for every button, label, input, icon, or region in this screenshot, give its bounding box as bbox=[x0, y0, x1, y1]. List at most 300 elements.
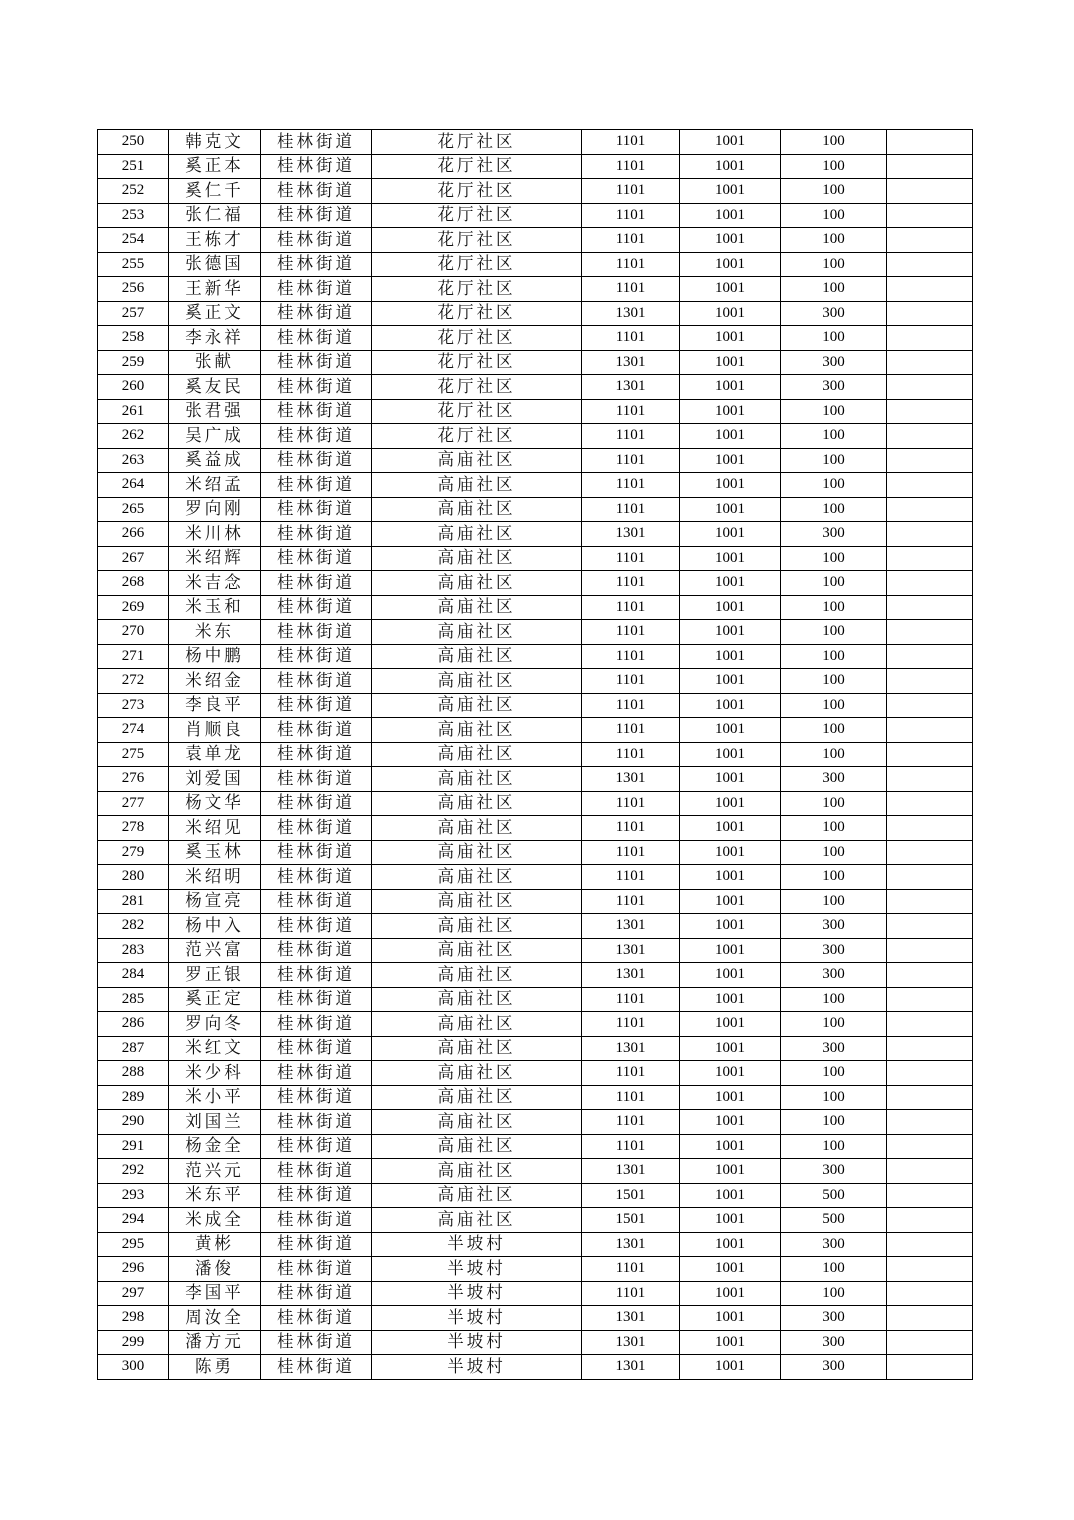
person-name-cell bbox=[169, 399, 261, 424]
community-cell bbox=[372, 326, 582, 351]
street-cell bbox=[261, 644, 372, 669]
category-code-cell: 1101 bbox=[582, 546, 680, 571]
street-cell bbox=[261, 865, 372, 890]
street-cell-text: 桂林街道 bbox=[277, 1159, 355, 1180]
category-code-cell: 1101 bbox=[582, 497, 680, 522]
reference-code-cell: 1001 bbox=[680, 1159, 781, 1184]
category-code-cell: 1301 bbox=[582, 301, 680, 326]
community-cell bbox=[372, 1085, 582, 1110]
row-number-cell: 263 bbox=[98, 448, 169, 473]
table-row bbox=[98, 914, 973, 939]
person-name-cell bbox=[169, 228, 261, 253]
reference-code-cell: 1001 bbox=[680, 595, 781, 620]
table-row bbox=[98, 1355, 973, 1380]
person-name-cell-text: 张君强 bbox=[185, 400, 244, 421]
table-row bbox=[98, 1208, 973, 1233]
community-cell-text: 高庙社区 bbox=[437, 1012, 516, 1033]
row-number-cell: 250 bbox=[98, 130, 169, 155]
table-row bbox=[98, 1183, 973, 1208]
table-row bbox=[98, 1036, 973, 1061]
street-cell-text: 桂林街道 bbox=[277, 1110, 355, 1131]
community-cell-text: 花厅社区 bbox=[437, 375, 516, 396]
person-name-cell-text: 潘方元 bbox=[185, 1331, 244, 1352]
street-cell-text: 桂林街道 bbox=[277, 1257, 355, 1278]
row-number-cell: 296 bbox=[98, 1257, 169, 1282]
person-name-cell bbox=[169, 816, 261, 841]
street-cell bbox=[261, 1159, 372, 1184]
street-cell bbox=[261, 742, 372, 767]
reference-code-cell: 1001 bbox=[680, 154, 781, 179]
category-code-cell: 1501 bbox=[582, 1208, 680, 1233]
amount-cell: 300 bbox=[781, 1232, 887, 1257]
community-cell-text: 花厅社区 bbox=[437, 253, 516, 274]
amount-cell: 300 bbox=[781, 1159, 887, 1184]
person-name-cell bbox=[169, 1085, 261, 1110]
person-name-cell bbox=[169, 914, 261, 939]
person-name-cell-text: 杨金全 bbox=[185, 1135, 244, 1156]
remark-cell bbox=[887, 571, 973, 596]
row-number-cell: 274 bbox=[98, 718, 169, 743]
row-number-cell: 277 bbox=[98, 791, 169, 816]
amount-cell: 100 bbox=[781, 644, 887, 669]
community-cell bbox=[372, 1061, 582, 1086]
row-number-cell: 276 bbox=[98, 767, 169, 792]
remark-cell bbox=[887, 816, 973, 841]
row-number-cell: 253 bbox=[98, 203, 169, 228]
table-row bbox=[98, 497, 973, 522]
remark-cell bbox=[887, 644, 973, 669]
person-name-cell bbox=[169, 1159, 261, 1184]
amount-cell: 300 bbox=[781, 767, 887, 792]
category-code-cell: 1101 bbox=[582, 693, 680, 718]
street-cell-text: 桂林街道 bbox=[277, 963, 355, 984]
street-cell bbox=[261, 1061, 372, 1086]
community-cell-text: 高庙社区 bbox=[437, 816, 516, 837]
reference-code-cell: 1001 bbox=[680, 326, 781, 351]
table-row bbox=[98, 1134, 973, 1159]
street-cell-text: 桂林街道 bbox=[277, 1233, 355, 1254]
reference-code-cell: 1001 bbox=[680, 350, 781, 375]
category-code-cell: 1101 bbox=[582, 252, 680, 277]
person-name-cell-text: 米玉和 bbox=[185, 596, 244, 617]
community-cell bbox=[372, 1110, 582, 1135]
table-row bbox=[98, 791, 973, 816]
person-name-cell bbox=[169, 987, 261, 1012]
street-cell-text: 桂林街道 bbox=[277, 204, 355, 225]
person-name-cell bbox=[169, 179, 261, 204]
street-cell-text: 桂林街道 bbox=[277, 767, 355, 788]
reference-code-cell: 1001 bbox=[680, 1281, 781, 1306]
row-number-cell: 293 bbox=[98, 1183, 169, 1208]
reference-code-cell: 1001 bbox=[680, 571, 781, 596]
community-cell-text: 高庙社区 bbox=[437, 914, 516, 935]
community-cell bbox=[372, 546, 582, 571]
street-cell-text: 桂林街道 bbox=[277, 1135, 355, 1156]
reference-code-cell: 1001 bbox=[680, 228, 781, 253]
community-cell bbox=[372, 644, 582, 669]
category-code-cell: 1101 bbox=[582, 1257, 680, 1282]
amount-cell: 100 bbox=[781, 424, 887, 449]
amount-cell: 500 bbox=[781, 1208, 887, 1233]
person-name-cell bbox=[169, 742, 261, 767]
person-name-cell bbox=[169, 277, 261, 302]
row-number-cell: 289 bbox=[98, 1085, 169, 1110]
reference-code-cell: 1001 bbox=[680, 424, 781, 449]
remark-cell bbox=[887, 1232, 973, 1257]
category-code-cell: 1101 bbox=[582, 154, 680, 179]
person-name-cell-text: 奚仁千 bbox=[185, 179, 244, 200]
street-cell-text: 桂林街道 bbox=[277, 424, 355, 445]
category-code-cell: 1301 bbox=[582, 522, 680, 547]
row-number-cell: 268 bbox=[98, 571, 169, 596]
remark-cell bbox=[887, 1110, 973, 1135]
person-name-cell-text: 米东 bbox=[195, 620, 234, 641]
community-cell bbox=[372, 1134, 582, 1159]
community-cell-text: 花厅社区 bbox=[437, 228, 516, 249]
person-name-cell-text: 奚友民 bbox=[185, 375, 244, 396]
reference-code-cell: 1001 bbox=[680, 1134, 781, 1159]
reference-code-cell: 1001 bbox=[680, 840, 781, 865]
community-cell-text: 高庙社区 bbox=[437, 841, 516, 862]
person-name-cell bbox=[169, 350, 261, 375]
row-number-cell: 288 bbox=[98, 1061, 169, 1086]
person-name-cell-text: 袁单龙 bbox=[185, 743, 244, 764]
street-cell-text: 桂林街道 bbox=[277, 253, 355, 274]
category-code-cell: 1301 bbox=[582, 1355, 680, 1380]
category-code-cell: 1101 bbox=[582, 571, 680, 596]
amount-cell: 100 bbox=[781, 1012, 887, 1037]
street-cell bbox=[261, 130, 372, 155]
category-code-cell: 1101 bbox=[582, 987, 680, 1012]
row-number-cell: 285 bbox=[98, 987, 169, 1012]
row-number-cell: 286 bbox=[98, 1012, 169, 1037]
community-cell bbox=[372, 522, 582, 547]
street-cell bbox=[261, 889, 372, 914]
category-code-cell: 1301 bbox=[582, 1306, 680, 1331]
community-cell bbox=[372, 938, 582, 963]
street-cell bbox=[261, 718, 372, 743]
category-code-cell: 1301 bbox=[582, 375, 680, 400]
table-row bbox=[98, 179, 973, 204]
community-cell-text: 高庙社区 bbox=[437, 620, 516, 641]
category-code-cell: 1101 bbox=[582, 1281, 680, 1306]
person-name-cell-text: 米小平 bbox=[185, 1086, 244, 1107]
remark-cell bbox=[887, 522, 973, 547]
reference-code-cell: 1001 bbox=[680, 865, 781, 890]
category-code-cell: 1101 bbox=[582, 277, 680, 302]
street-cell bbox=[261, 1036, 372, 1061]
community-cell-text: 高庙社区 bbox=[437, 890, 516, 911]
amount-cell: 100 bbox=[781, 791, 887, 816]
category-code-cell: 1301 bbox=[582, 1159, 680, 1184]
person-name-cell-text: 刘爱国 bbox=[185, 767, 244, 788]
community-cell bbox=[372, 1355, 582, 1380]
community-cell-text: 半坡村 bbox=[447, 1355, 506, 1376]
street-cell bbox=[261, 1134, 372, 1159]
street-cell-text: 桂林街道 bbox=[277, 596, 355, 617]
row-number-cell: 298 bbox=[98, 1306, 169, 1331]
community-cell-text: 高庙社区 bbox=[437, 596, 516, 617]
person-name-cell-text: 罗正银 bbox=[185, 963, 244, 984]
remark-cell bbox=[887, 987, 973, 1012]
street-cell-text: 桂林街道 bbox=[277, 228, 355, 249]
person-name-cell-text: 米绍孟 bbox=[185, 473, 244, 494]
remark-cell bbox=[887, 228, 973, 253]
community-cell-text: 花厅社区 bbox=[437, 400, 516, 421]
person-name-cell-text: 米绍明 bbox=[185, 865, 244, 886]
row-number-cell: 275 bbox=[98, 742, 169, 767]
category-code-cell: 1101 bbox=[582, 791, 680, 816]
reference-code-cell: 1001 bbox=[680, 816, 781, 841]
person-name-cell-text: 罗向刚 bbox=[185, 498, 244, 519]
person-name-cell-text: 李良平 bbox=[185, 694, 244, 715]
reference-code-cell: 1001 bbox=[680, 1355, 781, 1380]
community-cell-text: 高庙社区 bbox=[437, 1110, 516, 1131]
community-cell bbox=[372, 816, 582, 841]
person-name-cell bbox=[169, 1306, 261, 1331]
community-cell bbox=[372, 1012, 582, 1037]
amount-cell: 100 bbox=[781, 179, 887, 204]
community-cell-text: 花厅社区 bbox=[437, 155, 516, 176]
community-cell-text: 高庙社区 bbox=[437, 473, 516, 494]
person-name-cell-text: 陈勇 bbox=[195, 1355, 234, 1376]
person-name-cell-text: 罗向冬 bbox=[185, 1012, 244, 1033]
person-name-cell-text: 王新华 bbox=[185, 277, 244, 298]
street-cell-text: 桂林街道 bbox=[277, 326, 355, 347]
table-row bbox=[98, 1281, 973, 1306]
community-cell bbox=[372, 1257, 582, 1282]
remark-cell bbox=[887, 620, 973, 645]
community-cell bbox=[372, 571, 582, 596]
street-cell bbox=[261, 326, 372, 351]
remark-cell bbox=[887, 179, 973, 204]
row-number-cell: 295 bbox=[98, 1232, 169, 1257]
remark-cell bbox=[887, 963, 973, 988]
community-cell bbox=[372, 767, 582, 792]
row-number-cell: 269 bbox=[98, 595, 169, 620]
person-name-cell-text: 米吉念 bbox=[185, 571, 244, 592]
table-row bbox=[98, 1159, 973, 1184]
street-cell-text: 桂林街道 bbox=[277, 498, 355, 519]
street-cell bbox=[261, 938, 372, 963]
amount-cell: 300 bbox=[781, 938, 887, 963]
reference-code-cell: 1001 bbox=[680, 399, 781, 424]
remark-cell bbox=[887, 1012, 973, 1037]
person-name-cell-text: 韩克文 bbox=[185, 130, 244, 151]
community-cell-text: 花厅社区 bbox=[437, 130, 516, 151]
community-cell-text: 花厅社区 bbox=[437, 326, 516, 347]
remark-cell bbox=[887, 938, 973, 963]
person-name-cell-text: 米川林 bbox=[185, 522, 244, 543]
community-cell bbox=[372, 203, 582, 228]
street-cell-text: 桂林街道 bbox=[277, 473, 355, 494]
remark-cell bbox=[887, 1134, 973, 1159]
street-cell bbox=[261, 791, 372, 816]
amount-cell: 100 bbox=[781, 889, 887, 914]
category-code-cell: 1101 bbox=[582, 228, 680, 253]
community-cell-text: 高庙社区 bbox=[437, 547, 516, 568]
remark-cell bbox=[887, 1183, 973, 1208]
category-code-cell: 1101 bbox=[582, 179, 680, 204]
community-cell bbox=[372, 914, 582, 939]
row-number-cell: 261 bbox=[98, 399, 169, 424]
reference-code-cell: 1001 bbox=[680, 1208, 781, 1233]
category-code-cell: 1101 bbox=[582, 620, 680, 645]
community-cell bbox=[372, 718, 582, 743]
street-cell-text: 桂林街道 bbox=[277, 914, 355, 935]
street-cell bbox=[261, 963, 372, 988]
person-name-cell-text: 范兴富 bbox=[185, 939, 244, 960]
amount-cell: 100 bbox=[781, 620, 887, 645]
reference-code-cell: 1001 bbox=[680, 497, 781, 522]
person-name-cell bbox=[169, 1012, 261, 1037]
street-cell bbox=[261, 620, 372, 645]
table-row bbox=[98, 1110, 973, 1135]
amount-cell: 100 bbox=[781, 228, 887, 253]
community-cell-text: 高庙社区 bbox=[437, 669, 516, 690]
person-name-cell bbox=[169, 154, 261, 179]
table-row bbox=[98, 865, 973, 890]
amount-cell: 300 bbox=[781, 1330, 887, 1355]
person-name-cell-text: 米成全 bbox=[185, 1208, 244, 1229]
reference-code-cell: 1001 bbox=[680, 693, 781, 718]
remark-cell bbox=[887, 1061, 973, 1086]
person-name-cell-text: 张仁福 bbox=[185, 204, 244, 225]
category-code-cell: 1301 bbox=[582, 963, 680, 988]
row-number-cell: 297 bbox=[98, 1281, 169, 1306]
person-name-cell bbox=[169, 203, 261, 228]
community-cell bbox=[372, 963, 582, 988]
community-cell bbox=[372, 987, 582, 1012]
street-cell-text: 桂林街道 bbox=[277, 1086, 355, 1107]
amount-cell: 300 bbox=[781, 375, 887, 400]
community-cell bbox=[372, 1306, 582, 1331]
community-cell-text: 高庙社区 bbox=[437, 694, 516, 715]
table-row bbox=[98, 399, 973, 424]
roster-body bbox=[98, 130, 973, 1380]
amount-cell: 100 bbox=[781, 473, 887, 498]
community-cell-text: 高庙社区 bbox=[437, 767, 516, 788]
community-cell bbox=[372, 448, 582, 473]
person-name-cell-text: 奚正文 bbox=[185, 302, 244, 323]
person-name-cell bbox=[169, 1330, 261, 1355]
row-number-cell: 300 bbox=[98, 1355, 169, 1380]
person-name-cell bbox=[169, 1232, 261, 1257]
street-cell bbox=[261, 228, 372, 253]
person-name-cell-text: 吴广成 bbox=[185, 424, 244, 445]
person-name-cell bbox=[169, 669, 261, 694]
reference-code-cell: 1001 bbox=[680, 889, 781, 914]
person-name-cell-text: 米绍金 bbox=[185, 669, 244, 690]
table-row bbox=[98, 1306, 973, 1331]
amount-cell: 100 bbox=[781, 1257, 887, 1282]
person-name-cell bbox=[169, 938, 261, 963]
row-number-cell: 260 bbox=[98, 375, 169, 400]
reference-code-cell: 1001 bbox=[680, 301, 781, 326]
street-cell bbox=[261, 350, 372, 375]
category-code-cell: 1101 bbox=[582, 326, 680, 351]
row-number-cell: 294 bbox=[98, 1208, 169, 1233]
community-cell-text: 高庙社区 bbox=[437, 1208, 516, 1229]
reference-code-cell: 1001 bbox=[680, 203, 781, 228]
person-name-cell bbox=[169, 1183, 261, 1208]
community-cell bbox=[372, 1036, 582, 1061]
remark-cell bbox=[887, 203, 973, 228]
person-name-cell bbox=[169, 865, 261, 890]
row-number-cell: 267 bbox=[98, 546, 169, 571]
category-code-cell: 1301 bbox=[582, 1232, 680, 1257]
amount-cell: 300 bbox=[781, 522, 887, 547]
category-code-cell: 1501 bbox=[582, 1183, 680, 1208]
street-cell-text: 桂林街道 bbox=[277, 865, 355, 886]
remark-cell bbox=[887, 1330, 973, 1355]
street-cell-text: 桂林街道 bbox=[277, 1184, 355, 1205]
category-code-cell: 1101 bbox=[582, 1134, 680, 1159]
community-cell bbox=[372, 497, 582, 522]
street-cell-text: 桂林街道 bbox=[277, 841, 355, 862]
community-cell-text: 高庙社区 bbox=[437, 1086, 516, 1107]
community-cell-text: 半坡村 bbox=[447, 1257, 506, 1278]
person-name-cell-text: 米少科 bbox=[185, 1061, 244, 1082]
reference-code-cell: 1001 bbox=[680, 1012, 781, 1037]
community-cell-text: 高庙社区 bbox=[437, 988, 516, 1009]
street-cell bbox=[261, 473, 372, 498]
table-row bbox=[98, 546, 973, 571]
person-name-cell bbox=[169, 375, 261, 400]
community-cell bbox=[372, 154, 582, 179]
reference-code-cell: 1001 bbox=[680, 742, 781, 767]
street-cell bbox=[261, 301, 372, 326]
street-cell bbox=[261, 840, 372, 865]
person-name-cell-text: 杨中入 bbox=[185, 914, 244, 935]
street-cell bbox=[261, 767, 372, 792]
row-number-cell: 292 bbox=[98, 1159, 169, 1184]
amount-cell: 300 bbox=[781, 301, 887, 326]
community-cell-text: 高庙社区 bbox=[437, 1135, 516, 1156]
community-cell-text: 半坡村 bbox=[447, 1331, 506, 1352]
person-name-cell-text: 杨文华 bbox=[185, 792, 244, 813]
street-cell-text: 桂林街道 bbox=[277, 351, 355, 372]
row-number-cell: 264 bbox=[98, 473, 169, 498]
street-cell bbox=[261, 1306, 372, 1331]
amount-cell: 100 bbox=[781, 865, 887, 890]
reference-code-cell: 1001 bbox=[680, 1306, 781, 1331]
amount-cell: 100 bbox=[781, 742, 887, 767]
person-name-cell bbox=[169, 326, 261, 351]
community-cell-text: 高庙社区 bbox=[437, 792, 516, 813]
table-row bbox=[98, 154, 973, 179]
remark-cell bbox=[887, 914, 973, 939]
community-cell bbox=[372, 791, 582, 816]
remark-cell bbox=[887, 595, 973, 620]
person-name-cell-text: 范兴元 bbox=[185, 1159, 244, 1180]
remark-cell bbox=[887, 350, 973, 375]
reference-code-cell: 1001 bbox=[680, 718, 781, 743]
row-number-cell: 284 bbox=[98, 963, 169, 988]
table-row bbox=[98, 277, 973, 302]
person-name-cell-text: 米绍辉 bbox=[185, 547, 244, 568]
table-row bbox=[98, 375, 973, 400]
person-name-cell-text: 刘国兰 bbox=[185, 1110, 244, 1131]
table-row bbox=[98, 473, 973, 498]
row-number-cell: 279 bbox=[98, 840, 169, 865]
amount-cell: 100 bbox=[781, 1085, 887, 1110]
category-code-cell: 1301 bbox=[582, 938, 680, 963]
community-cell bbox=[372, 693, 582, 718]
category-code-cell: 1301 bbox=[582, 1036, 680, 1061]
category-code-cell: 1101 bbox=[582, 669, 680, 694]
street-cell-text: 桂林街道 bbox=[277, 743, 355, 764]
